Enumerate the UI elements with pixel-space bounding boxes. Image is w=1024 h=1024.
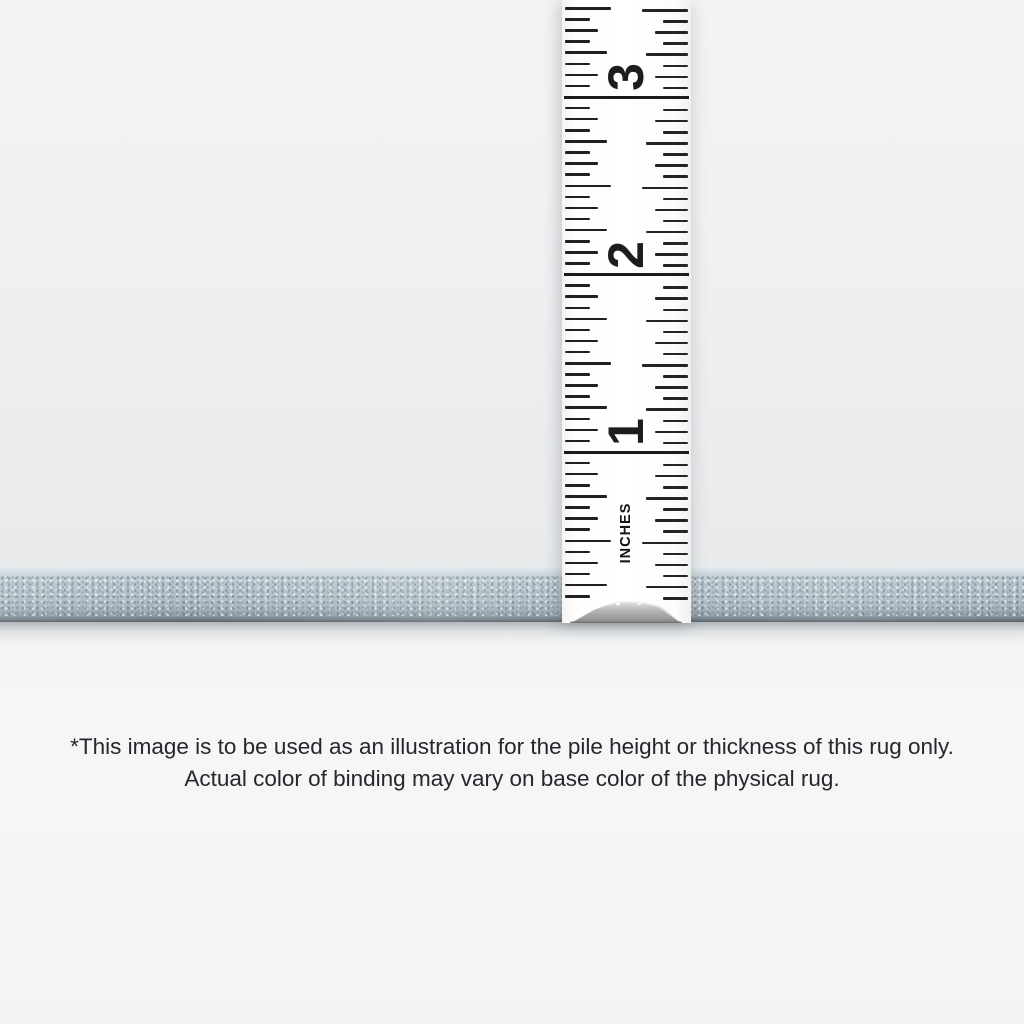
ruler-tick-right — [655, 297, 688, 300]
floor — [0, 622, 1024, 1024]
ruler-tick-left — [565, 251, 598, 254]
ruler-tick-right — [663, 508, 688, 511]
ruler-tick-right — [663, 530, 688, 533]
ruler-tick-right — [655, 342, 688, 345]
ruler-tick-right — [663, 153, 688, 156]
ruler-tick-left — [565, 551, 590, 554]
ruler-tick-left — [565, 517, 598, 520]
ruler-tick-left — [565, 351, 590, 354]
ruler-tick-right — [663, 353, 688, 356]
ruler-tick-left — [565, 495, 607, 498]
ruler-tick-right — [663, 397, 688, 400]
rug-edge-binding — [0, 567, 1024, 622]
measuring-tape — [562, 0, 691, 623]
ruler-tick-left — [565, 107, 590, 110]
ruler-tick-left — [565, 540, 611, 543]
ruler-tick-left — [565, 573, 590, 576]
ruler-tick-right — [663, 375, 688, 378]
ruler-tick-left — [565, 318, 607, 321]
ruler-tick-right — [663, 442, 688, 445]
ruler-tick-right — [663, 131, 688, 134]
ruler-tick-left — [565, 29, 598, 32]
ruler-tick-right — [655, 519, 688, 522]
ruler-tick-left — [565, 74, 598, 77]
ruler-tick-left — [565, 18, 590, 21]
ruler-tick-right — [655, 120, 688, 123]
ruler-tick-left — [565, 418, 590, 421]
ruler-tick-left — [565, 429, 598, 432]
ruler-tick-left — [565, 307, 590, 310]
ruler-tick-left — [565, 362, 611, 365]
ruler-tick-left — [565, 129, 590, 132]
ruler-tick-left — [565, 196, 590, 199]
disclaimer-caption — [0, 731, 1024, 795]
tape-metal-tip-icon — [562, 597, 691, 623]
ruler-tick-left — [565, 40, 590, 43]
ruler-tick-right — [663, 286, 688, 289]
ruler-tick-right — [646, 320, 688, 323]
ruler-tick-right — [655, 31, 688, 34]
ruler-tick-left — [565, 240, 590, 243]
ruler-tick-right — [655, 386, 688, 389]
ruler-tick-right — [663, 553, 688, 556]
inch-number-1: 1 — [598, 418, 654, 446]
inches-unit-label: INCHES — [618, 502, 634, 564]
ruler-tick-left — [565, 340, 598, 343]
ruler-tick-right — [663, 464, 688, 467]
ruler-tick-right — [655, 209, 688, 212]
ruler-tick-right — [646, 586, 688, 589]
ruler-tick-right — [655, 431, 688, 434]
ruler-tick-left — [565, 440, 590, 443]
ruler-tick-right — [646, 142, 688, 145]
ruler-tick-right — [655, 253, 688, 256]
ruler-tick-right — [663, 264, 688, 267]
ruler-tick-right — [663, 309, 688, 312]
ruler-tick-left — [565, 162, 598, 165]
ruler-tick-left — [565, 63, 590, 66]
ruler-tick-right — [655, 76, 688, 79]
ruler-tick-right — [646, 497, 688, 500]
ruler-tick-left — [565, 584, 607, 587]
ruler-tick-left — [565, 284, 590, 287]
ruler-tick-left — [565, 562, 598, 565]
ruler-tick-left — [565, 185, 611, 188]
ruler-tick-right — [642, 364, 688, 367]
ruler-tick-left — [565, 7, 611, 10]
ruler-tick-right — [663, 65, 688, 68]
ruler-tick-left — [565, 373, 590, 376]
ruler-tick-right — [663, 242, 688, 245]
ruler-tick-left — [565, 85, 590, 88]
ruler-tick-left — [565, 218, 590, 221]
ruler-tick-left — [565, 262, 590, 265]
ruler-tick-right — [663, 87, 688, 90]
inch-number-2: 2 — [598, 240, 654, 269]
inch-number-3: 3 — [598, 63, 654, 91]
caption-line-2: Actual color of binding may vary on base color of the physical rug. — [184, 766, 840, 791]
rug-binding-sheen — [0, 567, 1024, 622]
ruler-tick-right — [655, 475, 688, 478]
ruler-tick-right — [663, 575, 688, 578]
ruler-tick-right — [663, 198, 688, 201]
caption-line-1: *This image is to be used as an illustration for the pile height or thickness of this rug only. — [70, 734, 954, 759]
ruler-tick-right — [663, 109, 688, 112]
ruler-tick-right — [642, 187, 688, 190]
ruler-tick-left — [565, 506, 590, 509]
ruler-tick-right — [663, 420, 688, 423]
ruler-tick-left — [565, 140, 607, 143]
ruler-tick-right — [663, 42, 688, 45]
ruler-tick-right — [663, 486, 688, 489]
ruler-tick-left — [565, 151, 590, 154]
ruler-tick-right — [655, 164, 688, 167]
ruler-tick-left — [565, 395, 590, 398]
ruler-tick-left — [565, 528, 590, 531]
rug-floor-shadow — [0, 622, 1024, 648]
ruler-tick-right — [663, 175, 688, 178]
ruler-tick-right — [642, 9, 688, 12]
ruler-tick-left — [565, 118, 598, 121]
ruler-tick-right — [655, 564, 688, 567]
ruler-tick-right — [663, 220, 688, 223]
ruler-tick-right — [642, 542, 688, 545]
ruler-tick-right — [663, 331, 688, 334]
ruler-tick-left — [565, 484, 590, 487]
ruler-tick-left — [565, 295, 598, 298]
ruler-tick-left — [565, 329, 590, 332]
ruler-tick-left — [565, 473, 598, 476]
ruler-tick-right — [663, 20, 688, 23]
ruler-tick-left — [565, 462, 590, 465]
ruler-tick-left — [565, 207, 598, 210]
ruler-tick-left — [565, 384, 598, 387]
ruler-tick-left — [565, 173, 590, 176]
